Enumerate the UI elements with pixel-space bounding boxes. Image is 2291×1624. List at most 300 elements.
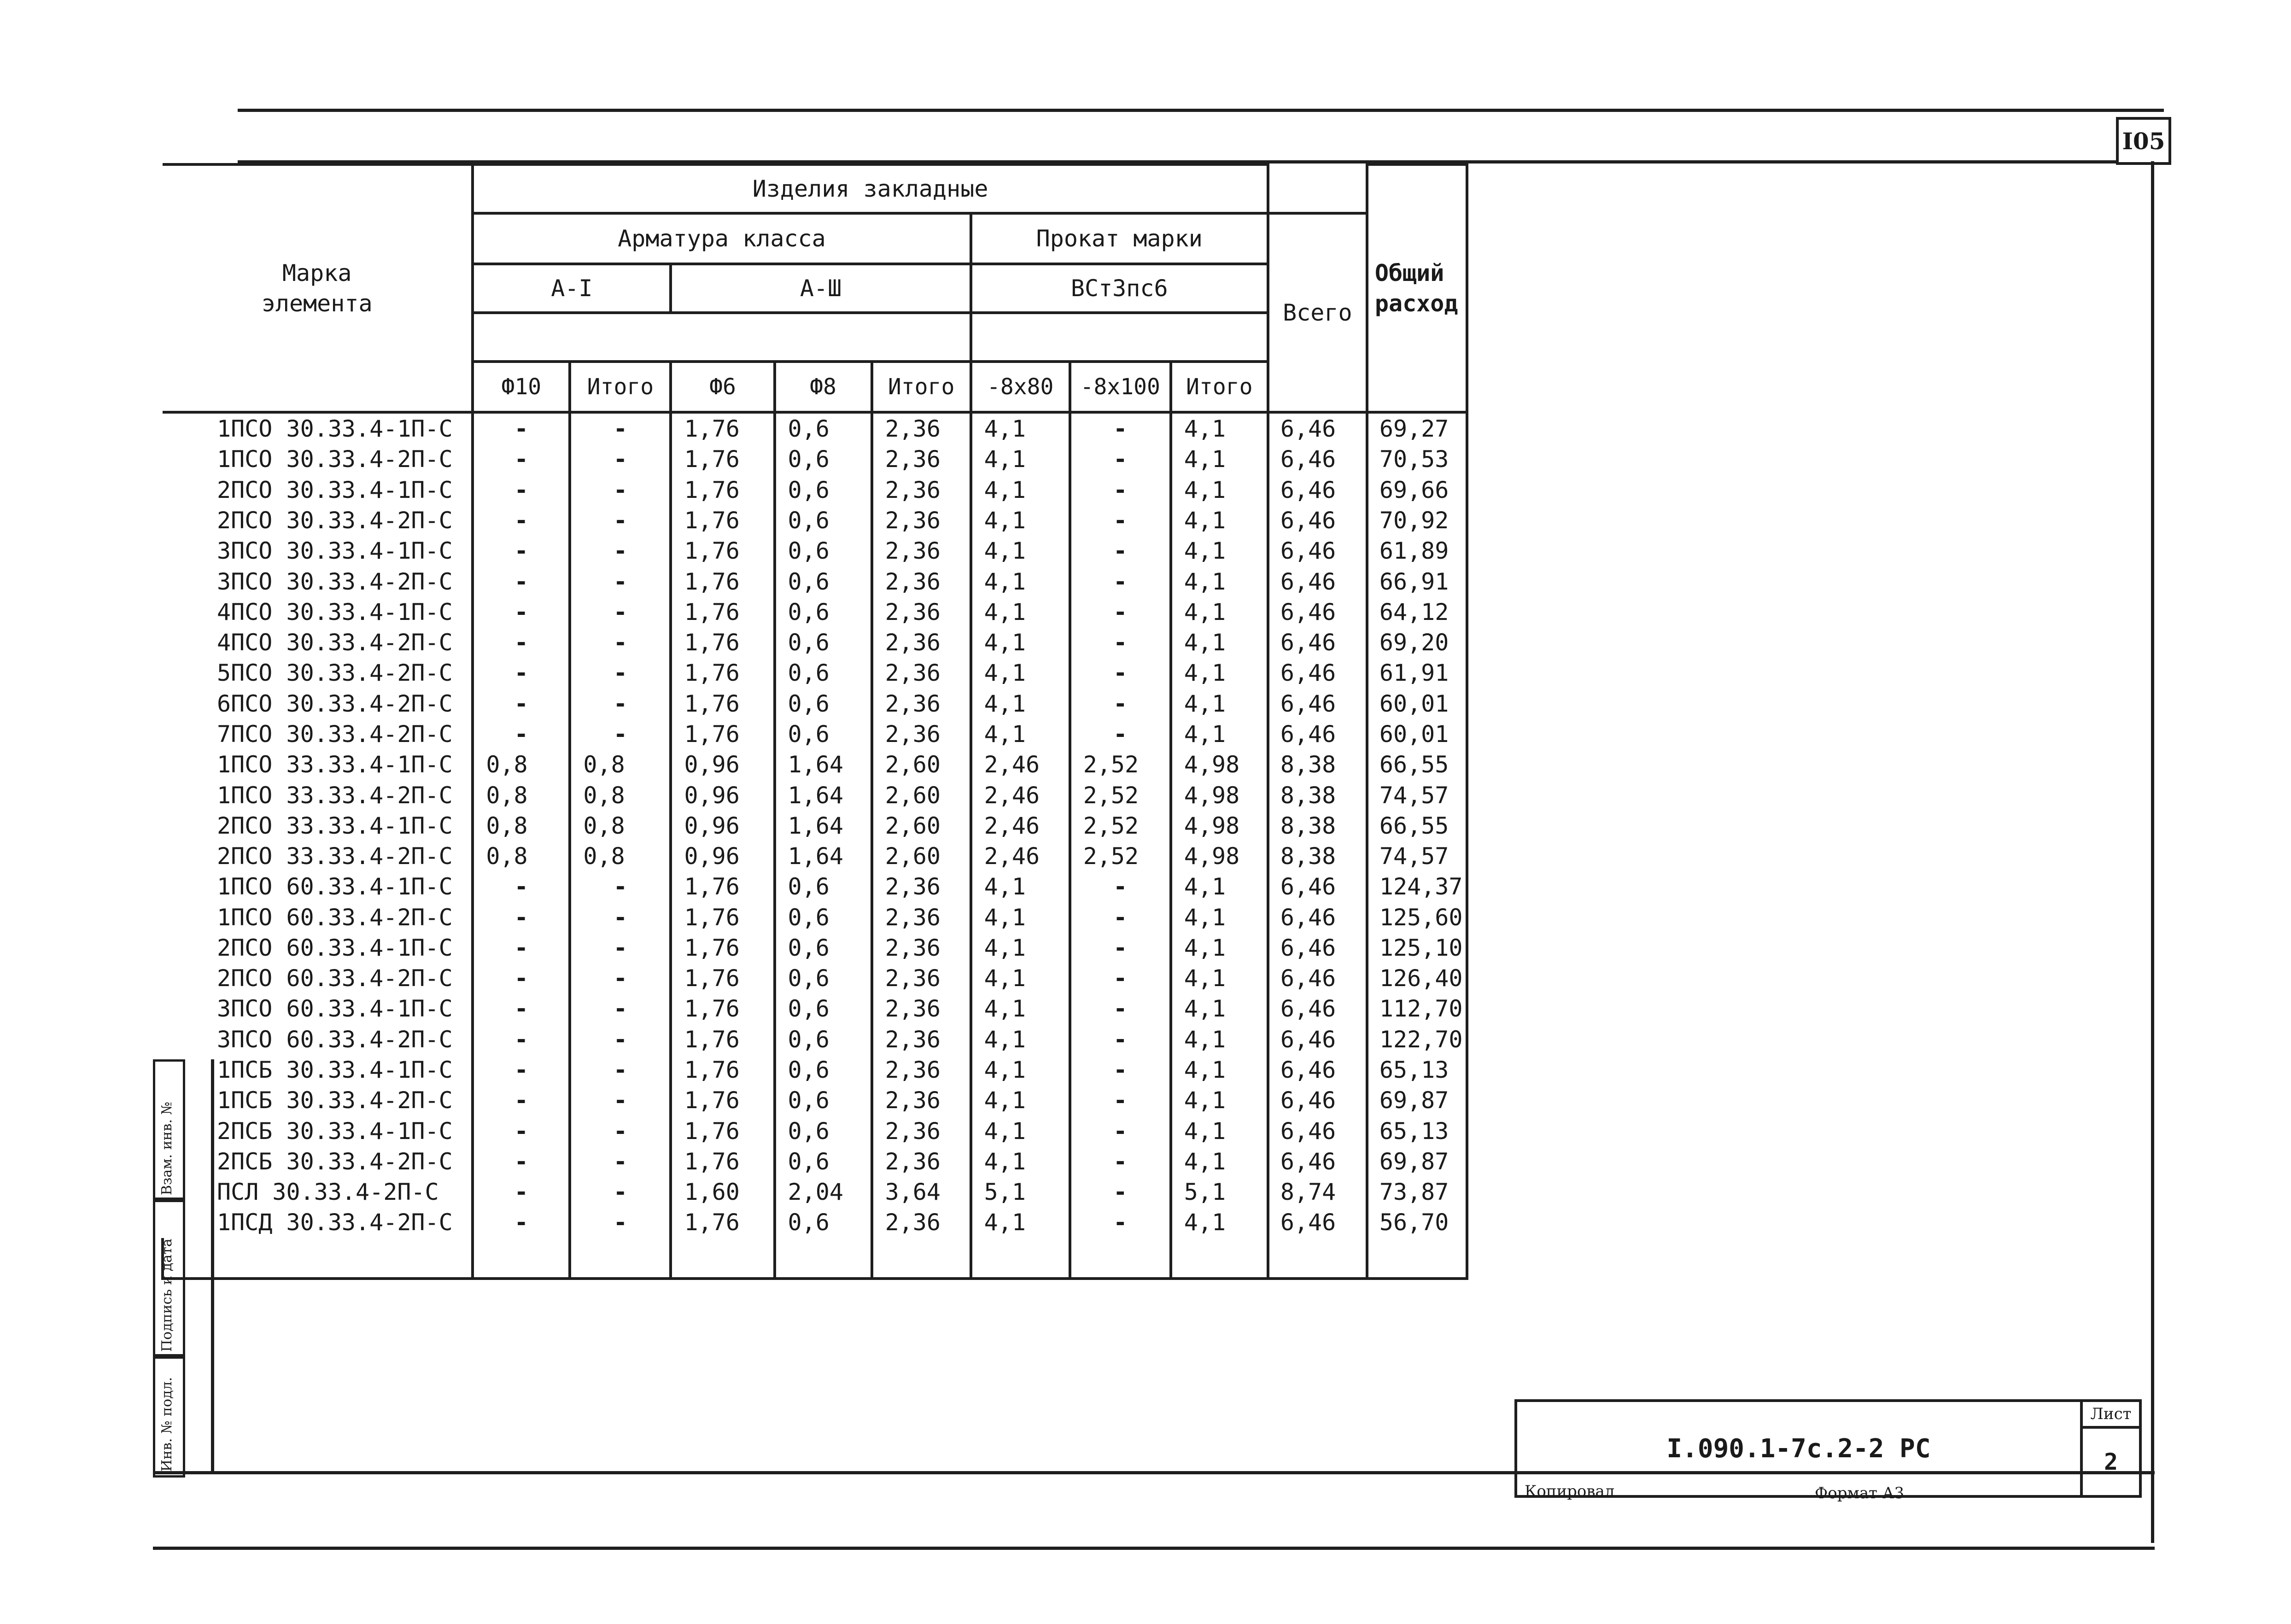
row-mark-cell: 2ПСО 60.33.4-1П-С <box>163 933 473 963</box>
header-embedded-items: Изделия закладные <box>473 164 1268 213</box>
row-mark-cell: 4ПСО 30.33.4-2П-С <box>163 627 473 658</box>
row-value-cell: 1,76 <box>671 719 774 749</box>
row-mark-cell: 3ПСО 30.33.4-1П-С <box>163 536 473 566</box>
row-value-cell: - <box>570 871 671 902</box>
row-value-cell: 4,1 <box>971 1085 1070 1116</box>
table-row <box>163 597 1467 627</box>
row-value-cell: 3,64 <box>872 1177 971 1207</box>
row-value-cell: - <box>473 658 570 688</box>
header-total: Всего <box>1268 213 1367 412</box>
header-rolled-grade: Прокат марки <box>971 213 1268 264</box>
row-value-cell: 4,1 <box>971 963 1070 993</box>
row-value-cell: 4,1 <box>971 566 1070 596</box>
row-value-cell: - <box>570 536 671 566</box>
row-value-cell: - <box>473 627 570 658</box>
row-value-cell: 2,36 <box>872 1055 971 1085</box>
row-value-cell: - <box>473 412 570 444</box>
row-value-cell: 6,46 <box>1268 1207 1367 1238</box>
row-value-cell: 0,6 <box>775 627 872 658</box>
row-value-cell: 6,46 <box>1268 444 1367 474</box>
row-mark-cell: 2ПСО 30.33.4-2П-С <box>163 505 473 536</box>
row-value-cell: 69,20 <box>1367 627 1467 658</box>
header-overall: Общий расход <box>1367 164 1467 412</box>
row-mark-cell: 1ПСО 33.33.4-1П-С <box>163 749 473 780</box>
row-value-cell: 66,55 <box>1367 811 1467 841</box>
row-value-cell: 4,1 <box>1171 1116 1268 1146</box>
header-class-a3: А-Ш <box>671 264 970 313</box>
row-value-cell: - <box>473 1024 570 1055</box>
row-value-cell: 0,6 <box>775 1146 872 1177</box>
row-value-cell: 0,6 <box>775 597 872 627</box>
row-value-cell: - <box>570 719 671 749</box>
row-value-cell: 74,57 <box>1367 841 1467 871</box>
row-value-cell: 4,1 <box>971 627 1070 658</box>
row-value-cell: 0,8 <box>473 780 570 810</box>
row-value-cell: 4,98 <box>1171 780 1268 810</box>
row-value-cell: 65,13 <box>1367 1116 1467 1146</box>
row-value-cell: 70,92 <box>1367 505 1467 536</box>
row-value-cell: 6,46 <box>1268 1055 1367 1085</box>
row-value-cell: 0,96 <box>671 749 774 780</box>
row-value-cell: 4,98 <box>1171 749 1268 780</box>
row-value-cell: 8,38 <box>1268 811 1367 841</box>
row-value-cell: 1,76 <box>671 566 774 596</box>
row-value-cell: 1,76 <box>671 597 774 627</box>
row-value-cell: 0,96 <box>671 841 774 871</box>
row-value-cell: 4,1 <box>1171 597 1268 627</box>
row-value-cell: 4,1 <box>971 658 1070 688</box>
row-mark-cell: 2ПСБ 30.33.4-1П-С <box>163 1116 473 1146</box>
row-value-cell: 6,46 <box>1268 1116 1367 1146</box>
row-value-cell: 1,76 <box>671 627 774 658</box>
row-value-cell: 2,36 <box>872 505 971 536</box>
row-value-cell: 0,8 <box>570 841 671 871</box>
table-row <box>163 933 1467 963</box>
row-value-cell: 6,46 <box>1268 993 1367 1024</box>
row-value-cell: 2,36 <box>872 871 971 902</box>
row-value-cell: 2,46 <box>971 749 1070 780</box>
table-row <box>163 1116 1467 1146</box>
row-mark-cell: 2ПСБ 30.33.4-2П-С <box>163 1146 473 1177</box>
row-value-cell: - <box>570 933 671 963</box>
row-mark-cell: 2ПСО 30.33.4-1П-С <box>163 475 473 505</box>
top-frame-line <box>238 109 2164 112</box>
row-value-cell: 0,8 <box>473 841 570 871</box>
table-row <box>163 749 1467 780</box>
row-value-cell: - <box>1070 902 1171 933</box>
row-value-cell: - <box>473 1055 570 1085</box>
row-value-cell: - <box>1070 597 1171 627</box>
row-value-cell: - <box>1070 1024 1171 1055</box>
row-value-cell: 4,1 <box>971 933 1070 963</box>
table-row <box>163 871 1467 902</box>
row-value-cell: 1,76 <box>671 963 774 993</box>
row-value-cell: 0,8 <box>473 749 570 780</box>
row-value-cell: 1,76 <box>671 444 774 474</box>
row-mark-cell: 6ПСО 30.33.4-2П-С <box>163 689 473 719</box>
row-value-cell: - <box>570 505 671 536</box>
row-value-cell: - <box>570 902 671 933</box>
row-value-cell: - <box>473 719 570 749</box>
row-value-cell: 4,1 <box>971 597 1070 627</box>
row-mark-cell: 1ПСО 60.33.4-1П-С <box>163 871 473 902</box>
row-value-cell: 4,1 <box>971 444 1070 474</box>
table-filler-row <box>163 1238 1467 1279</box>
row-value-cell: 2,36 <box>872 566 971 596</box>
row-value-cell: - <box>570 1146 671 1177</box>
row-value-cell: 2,36 <box>872 933 971 963</box>
row-value-cell: 2,36 <box>872 475 971 505</box>
row-value-cell: 1,76 <box>671 902 774 933</box>
row-value-cell: 4,1 <box>1171 902 1268 933</box>
row-value-cell: 2,52 <box>1070 811 1171 841</box>
row-mark-cell: 1ПСБ 30.33.4-1П-С <box>163 1055 473 1085</box>
row-value-cell: - <box>1070 871 1171 902</box>
row-value-cell: 0,6 <box>775 1055 872 1085</box>
row-value-cell: - <box>570 444 671 474</box>
table-row <box>163 902 1467 933</box>
row-value-cell: - <box>1070 689 1171 719</box>
row-value-cell: 1,76 <box>671 993 774 1024</box>
row-value-cell: 126,40 <box>1367 963 1467 993</box>
row-value-cell: 4,1 <box>1171 1207 1268 1238</box>
row-value-cell: 4,1 <box>971 1146 1070 1177</box>
row-value-cell: 2,52 <box>1070 749 1171 780</box>
row-value-cell: 4,1 <box>1171 566 1268 596</box>
row-value-cell: - <box>473 871 570 902</box>
row-value-cell: 0,6 <box>775 963 872 993</box>
row-value-cell: 2,36 <box>872 719 971 749</box>
row-value-cell: 4,1 <box>971 993 1070 1024</box>
row-value-cell: 6,46 <box>1268 597 1367 627</box>
subheader-cell: Итого <box>570 362 671 412</box>
row-value-cell: 4,98 <box>1171 841 1268 871</box>
row-value-cell: 4,98 <box>1171 811 1268 841</box>
row-value-cell: 4,1 <box>1171 627 1268 658</box>
row-value-cell: 2,36 <box>872 627 971 658</box>
row-value-cell: 0,96 <box>671 780 774 810</box>
row-value-cell: 4,1 <box>1171 1146 1268 1177</box>
table-row <box>163 993 1467 1024</box>
row-mark-cell: 3ПСО 60.33.4-2П-С <box>163 1024 473 1055</box>
row-mark-cell: 7ПСО 30.33.4-2П-С <box>163 719 473 749</box>
row-value-cell: 4,1 <box>971 1207 1070 1238</box>
row-value-cell: 2,36 <box>872 1116 971 1146</box>
row-value-cell: 112,70 <box>1367 993 1467 1024</box>
row-value-cell: 69,87 <box>1367 1085 1467 1116</box>
row-value-cell: 1,76 <box>671 536 774 566</box>
row-value-cell: 2,36 <box>872 993 971 1024</box>
row-mark-cell: ПСЛ 30.33.4-2П-С <box>163 1177 473 1207</box>
row-value-cell: - <box>1070 1146 1171 1177</box>
row-value-cell: - <box>473 597 570 627</box>
table-row <box>163 1085 1467 1116</box>
row-value-cell: 4,1 <box>1171 689 1268 719</box>
document-code: I.090.1-7с.2-2 РС <box>1514 1399 2083 1498</box>
outer-bottom-line <box>153 1547 2155 1550</box>
row-value-cell: 5,1 <box>971 1177 1070 1207</box>
row-value-cell: - <box>1070 505 1171 536</box>
row-value-cell: - <box>473 1116 570 1146</box>
row-value-cell: 0,6 <box>775 1085 872 1116</box>
row-value-cell: 0,6 <box>775 505 872 536</box>
footer-copied: Копировал <box>1525 1482 1615 1501</box>
row-value-cell: 2,52 <box>1070 841 1171 871</box>
row-value-cell: - <box>570 1177 671 1207</box>
row-value-cell: 1,76 <box>671 1055 774 1085</box>
row-value-cell: 0,6 <box>775 475 872 505</box>
row-value-cell: 2,36 <box>872 597 971 627</box>
side-stamp-sign-date: Подпись и дата <box>153 1198 185 1359</box>
row-value-cell: 6,46 <box>1268 963 1367 993</box>
row-value-cell: 0,6 <box>775 536 872 566</box>
row-value-cell: 8,38 <box>1268 780 1367 810</box>
row-value-cell: - <box>1070 444 1171 474</box>
row-value-cell: - <box>473 475 570 505</box>
row-value-cell: 0,6 <box>775 1207 872 1238</box>
row-value-cell: 8,38 <box>1268 749 1367 780</box>
row-value-cell: 74,57 <box>1367 780 1467 810</box>
subheader-cell: -8х80 <box>971 362 1070 412</box>
row-value-cell: - <box>570 627 671 658</box>
row-value-cell: - <box>1070 566 1171 596</box>
row-value-cell: 1,64 <box>775 841 872 871</box>
row-value-cell: 0,6 <box>775 871 872 902</box>
row-value-cell: - <box>473 1177 570 1207</box>
row-value-cell: 2,36 <box>872 658 971 688</box>
spec-table <box>161 163 1468 1280</box>
row-mark-cell: 2ПСО 33.33.4-2П-С <box>163 841 473 871</box>
row-value-cell: 69,87 <box>1367 1146 1467 1177</box>
row-value-cell: 4,1 <box>1171 536 1268 566</box>
row-mark-cell: 3ПСО 60.33.4-1П-С <box>163 993 473 1024</box>
row-value-cell: - <box>1070 475 1171 505</box>
row-mark-cell: 2ПСО 60.33.4-2П-С <box>163 963 473 993</box>
row-value-cell: 4,1 <box>1171 871 1268 902</box>
row-value-cell: 2,46 <box>971 811 1070 841</box>
row-value-cell: 60,01 <box>1367 689 1467 719</box>
table-row <box>163 1207 1467 1238</box>
row-value-cell: 2,36 <box>872 444 971 474</box>
row-value-cell: 8,74 <box>1268 1177 1367 1207</box>
row-value-cell: 6,46 <box>1268 933 1367 963</box>
row-value-cell: 1,76 <box>671 689 774 719</box>
row-value-cell: 6,46 <box>1268 627 1367 658</box>
row-value-cell: 4,1 <box>1171 1055 1268 1085</box>
row-value-cell: - <box>570 963 671 993</box>
table-row <box>163 1055 1467 1085</box>
row-value-cell: - <box>570 1085 671 1116</box>
row-value-cell: 0,8 <box>473 811 570 841</box>
right-frame-line <box>2151 161 2154 1543</box>
row-value-cell: 66,55 <box>1367 749 1467 780</box>
row-value-cell: 4,1 <box>971 1024 1070 1055</box>
row-value-cell: - <box>473 963 570 993</box>
subheader-cell: Итого <box>1171 362 1268 412</box>
row-value-cell: 2,36 <box>872 689 971 719</box>
row-value-cell: 2,36 <box>872 536 971 566</box>
row-value-cell: 70,53 <box>1367 444 1467 474</box>
row-value-cell: 2,36 <box>872 1146 971 1177</box>
row-value-cell: - <box>473 505 570 536</box>
row-value-cell: 2,60 <box>872 780 971 810</box>
row-value-cell: 0,96 <box>671 811 774 841</box>
row-value-cell: 1,76 <box>671 658 774 688</box>
row-value-cell: 2,04 <box>775 1177 872 1207</box>
row-value-cell: 4,1 <box>971 902 1070 933</box>
row-value-cell: 125,60 <box>1367 902 1467 933</box>
row-value-cell: 0,6 <box>775 412 872 444</box>
side-stamp-replace: Взам. инв. № <box>153 1059 185 1202</box>
row-value-cell: 56,70 <box>1367 1207 1467 1238</box>
row-mark-cell: 5ПСО 30.33.4-2П-С <box>163 658 473 688</box>
row-value-cell: - <box>1070 993 1171 1024</box>
row-value-cell: 2,36 <box>872 902 971 933</box>
row-value-cell: - <box>570 412 671 444</box>
table-row <box>163 536 1467 566</box>
row-value-cell: - <box>1070 1085 1171 1116</box>
row-value-cell: 4,1 <box>1171 444 1268 474</box>
row-value-cell: - <box>1070 963 1171 993</box>
table-row <box>163 689 1467 719</box>
row-value-cell: 0,6 <box>775 658 872 688</box>
row-value-cell: - <box>473 902 570 933</box>
row-value-cell: - <box>570 689 671 719</box>
sheet-label: Лист <box>2083 1402 2139 1429</box>
row-value-cell: 1,76 <box>671 412 774 444</box>
row-value-cell: 8,38 <box>1268 841 1367 871</box>
row-value-cell: 4,1 <box>1171 993 1268 1024</box>
row-value-cell: 5,1 <box>1171 1177 1268 1207</box>
subheader-cell: Ф6 <box>671 362 774 412</box>
row-value-cell: 4,1 <box>971 505 1070 536</box>
row-value-cell: 0,6 <box>775 444 872 474</box>
row-value-cell: 2,36 <box>872 1207 971 1238</box>
row-value-cell: - <box>570 1207 671 1238</box>
row-value-cell: 2,36 <box>872 1024 971 1055</box>
row-value-cell: - <box>1070 933 1171 963</box>
table-row <box>163 841 1467 871</box>
row-value-cell: 2,60 <box>872 841 971 871</box>
row-value-cell: 6,46 <box>1268 719 1367 749</box>
row-value-cell: 6,46 <box>1268 505 1367 536</box>
row-value-cell: 1,76 <box>671 1024 774 1055</box>
row-value-cell: - <box>473 1085 570 1116</box>
row-value-cell: - <box>570 566 671 596</box>
row-value-cell: - <box>570 993 671 1024</box>
row-mark-cell: 1ПСД 30.33.4-2П-С <box>163 1207 473 1238</box>
row-value-cell: 0,6 <box>775 1024 872 1055</box>
row-value-cell: 1,60 <box>671 1177 774 1207</box>
table-row <box>163 505 1467 536</box>
row-mark-cell: 1ПСБ 30.33.4-2П-С <box>163 1085 473 1116</box>
row-value-cell: 125,10 <box>1367 933 1467 963</box>
row-value-cell: 0,6 <box>775 1116 872 1146</box>
row-value-cell: 1,76 <box>671 1116 774 1146</box>
row-value-cell: 0,6 <box>775 566 872 596</box>
row-value-cell: 4,1 <box>1171 963 1268 993</box>
row-value-cell: - <box>473 536 570 566</box>
row-value-cell: 1,76 <box>671 475 774 505</box>
row-value-cell: 2,46 <box>971 841 1070 871</box>
row-value-cell: 6,46 <box>1268 658 1367 688</box>
row-value-cell: - <box>570 658 671 688</box>
table-row <box>163 566 1467 596</box>
row-value-cell: 1,76 <box>671 1085 774 1116</box>
row-value-cell: 69,66 <box>1367 475 1467 505</box>
row-value-cell: 0,6 <box>775 902 872 933</box>
row-value-cell: 1,76 <box>671 871 774 902</box>
row-value-cell: 1,64 <box>775 749 872 780</box>
row-value-cell: 4,1 <box>971 1055 1070 1085</box>
row-value-cell: - <box>570 475 671 505</box>
row-value-cell: 0,8 <box>570 749 671 780</box>
table-row <box>163 658 1467 688</box>
row-value-cell: 2,36 <box>872 963 971 993</box>
row-value-cell: 2,60 <box>872 749 971 780</box>
row-value-cell: 4,1 <box>971 412 1070 444</box>
row-value-cell: 0,8 <box>570 811 671 841</box>
spec-table-body <box>163 412 1467 1279</box>
row-value-cell: 6,46 <box>1268 536 1367 566</box>
row-value-cell: - <box>473 1207 570 1238</box>
table-row <box>163 780 1467 810</box>
row-value-cell: 1,64 <box>775 811 872 841</box>
header-steel-grade: ВСт3пс6 <box>971 264 1268 313</box>
row-value-cell: - <box>570 1116 671 1146</box>
row-value-cell: - <box>473 566 570 596</box>
row-value-cell: 6,46 <box>1268 689 1367 719</box>
row-value-cell: - <box>473 444 570 474</box>
row-value-cell: 2,36 <box>872 412 971 444</box>
page-number: I05 <box>2116 117 2171 165</box>
footer-format: Формат А3 <box>1815 1484 1905 1502</box>
row-value-cell: 0,6 <box>775 689 872 719</box>
row-value-cell: - <box>570 597 671 627</box>
row-value-cell: 2,52 <box>1070 780 1171 810</box>
row-value-cell: 60,01 <box>1367 719 1467 749</box>
row-value-cell: 64,12 <box>1367 597 1467 627</box>
row-value-cell: 73,87 <box>1367 1177 1467 1207</box>
sheet-cell <box>2080 1399 2142 1498</box>
row-value-cell: 1,64 <box>775 780 872 810</box>
row-mark-cell: 2ПСО 33.33.4-1П-С <box>163 811 473 841</box>
subheader-cell: Итого <box>872 362 971 412</box>
row-value-cell: 4,1 <box>1171 658 1268 688</box>
row-value-cell: 0,8 <box>570 780 671 810</box>
row-value-cell: 1,76 <box>671 933 774 963</box>
row-value-cell: 4,1 <box>1171 505 1268 536</box>
subheader-cell: -8х100 <box>1070 362 1171 412</box>
row-value-cell: 6,46 <box>1268 902 1367 933</box>
row-value-cell: 2,36 <box>872 1085 971 1116</box>
subheader-cell: Ф8 <box>775 362 872 412</box>
row-value-cell: 0,6 <box>775 993 872 1024</box>
row-value-cell: - <box>1070 1177 1171 1207</box>
row-value-cell: 6,46 <box>1268 1085 1367 1116</box>
header-class-a1: А-I <box>473 264 671 313</box>
row-value-cell: 6,46 <box>1268 412 1367 444</box>
row-value-cell: 1,76 <box>671 505 774 536</box>
row-mark-cell: 3ПСО 30.33.4-2П-С <box>163 566 473 596</box>
row-value-cell: - <box>473 1146 570 1177</box>
row-mark-cell: 4ПСО 30.33.4-1П-С <box>163 597 473 627</box>
row-value-cell: - <box>1070 1116 1171 1146</box>
row-value-cell: 4,1 <box>971 1116 1070 1146</box>
row-value-cell: 1,76 <box>671 1207 774 1238</box>
row-value-cell: 4,1 <box>971 536 1070 566</box>
row-mark-cell: 1ПСО 60.33.4-2П-С <box>163 902 473 933</box>
